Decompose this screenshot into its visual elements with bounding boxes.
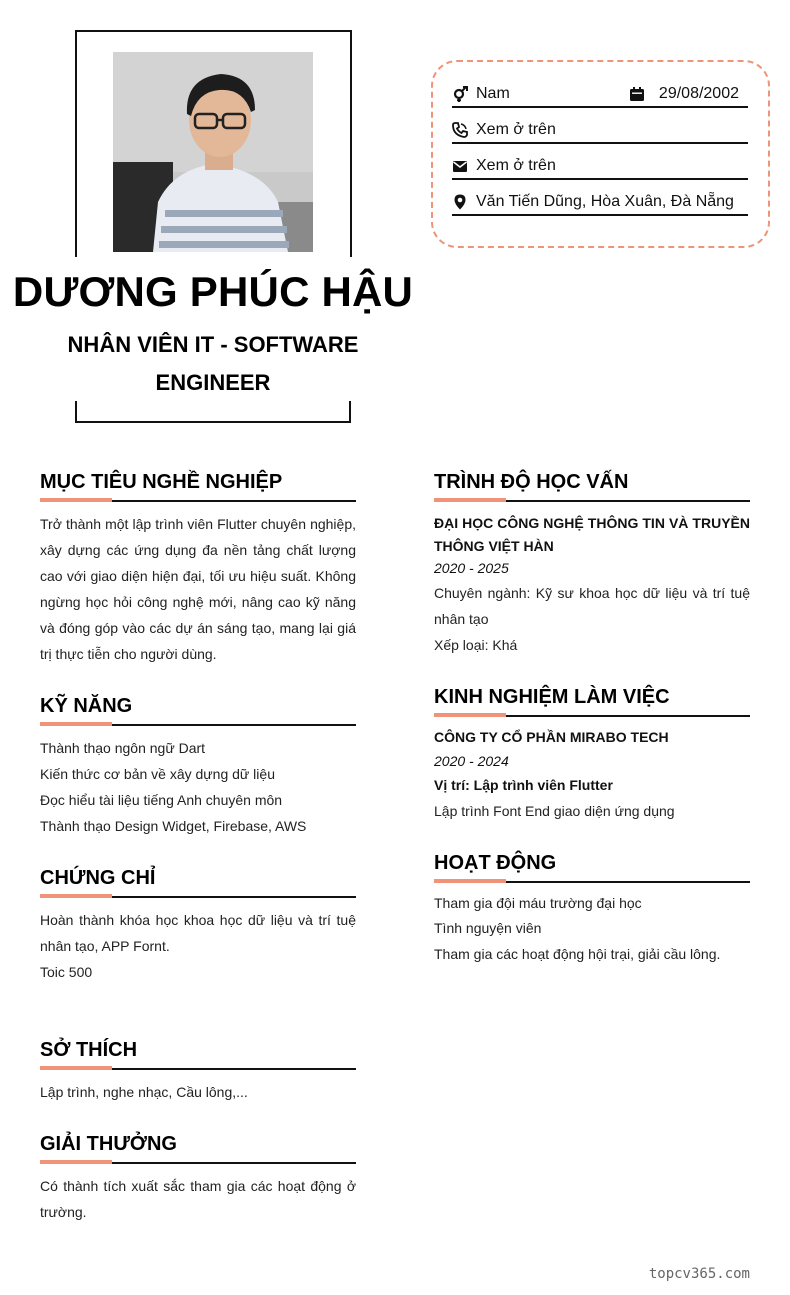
awards-title: GIẢI THƯỞNG — [40, 1133, 177, 1155]
activities-title: HOẠT ĐỘNG — [434, 852, 557, 874]
skill-item: Thành thạo Design Widget, Firebase, AWS — [40, 818, 307, 834]
profile-photo — [113, 52, 313, 252]
calendar-icon — [629, 86, 645, 102]
experience-period: 2020 - 2024 — [434, 753, 509, 769]
objective-title: MỤC TIÊU NGHỀ NGHIỆP — [40, 471, 283, 493]
hobbies-title: SỞ THÍCH — [40, 1039, 138, 1061]
education-period: 2020 - 2025 — [434, 560, 509, 576]
activity-item: Tham gia đội máu trường đại học — [434, 895, 642, 911]
certificates-rule-accent — [40, 894, 112, 898]
phone-icon — [452, 122, 468, 138]
gender-icon — [452, 86, 468, 102]
experience-position: Vị trí: Lập trình viên Flutter — [434, 777, 613, 793]
education-rule-accent — [434, 498, 506, 502]
skills-rule — [40, 724, 356, 726]
hobbies-rule — [40, 1068, 356, 1070]
phone-value[interactable]: Xem ở trên — [476, 121, 556, 138]
experience-rule — [434, 715, 750, 717]
awards-rule — [40, 1162, 356, 1164]
activity-item: Tình nguyện viên — [434, 920, 542, 936]
objective-text: Trở thành một lập trình viên Flutter chuyên nghiệp, xây dựng các ứng dụng đa nền tảng chất lượng cao với giao diện hiện đại, tối ưu hiệu suất. Không ngừng học hỏi công nghệ mới, nâng cao kỹ năng và đóng góp vào các dự án sáng tạo, mang lại giá trị thực tiễn cho người dùng. — [40, 516, 356, 662]
email-value[interactable]: Xem ở trên — [476, 157, 556, 174]
contact-row-email — [452, 154, 748, 180]
activities-rule-accent — [434, 879, 506, 883]
job-title-line-2: ENGINEER — [155, 370, 271, 395]
contact-row-address — [452, 190, 748, 216]
education-rule — [434, 500, 750, 502]
job-title-line-1: NHÂN VIÊN IT - SOFTWARE — [67, 332, 359, 357]
hobbies-text: Lập trình, nghe nhạc, Cầu lông,... — [40, 1084, 248, 1100]
skill-item: Kiến thức cơ bản về xây dựng dữ liệu — [40, 766, 275, 782]
awards-text: Có thành tích xuất sắc tham gia các hoạt động ở trường. — [40, 1178, 356, 1220]
photo-frame-bottom — [75, 401, 351, 423]
activities-rule — [434, 881, 750, 883]
address-value: Văn Tiến Dũng, Hòa Xuân, Đà Nẵng — [476, 193, 734, 210]
experience-description: Lập trình Font End giao diện ứng dụng — [434, 803, 675, 819]
certificates-text: Hoàn thành khóa học khoa học dữ liệu và trí tuệ nhân tạo, APP Fornt. — [40, 912, 356, 954]
experience-title: KINH NGHIỆM LÀM VIỆC — [434, 686, 670, 708]
contact-row-phone — [452, 118, 748, 144]
objective-rule — [40, 500, 356, 502]
job-title — [40, 326, 386, 402]
email-icon — [452, 158, 468, 174]
education-school: ĐẠI HỌC CÔNG NGHỆ THÔNG TIN VÀ TRUYỀN THÔNG VIỆT HÀN — [434, 515, 750, 554]
gender-value: Nam — [476, 85, 510, 102]
contact-row-gender-birthday — [452, 82, 748, 108]
objective-rule-accent — [40, 498, 112, 502]
education-grade: Xếp loại: Khá — [434, 637, 518, 653]
watermark: topcv365.com — [648, 1266, 750, 1282]
experience-company: CÔNG TY CỔ PHẦN MIRABO TECH — [434, 729, 669, 745]
experience-rule-accent — [434, 713, 506, 717]
awards-rule-accent — [40, 1160, 112, 1164]
skills-title: KỸ NĂNG — [40, 695, 133, 717]
activity-item: Tham gia các hoạt động hội trại, giải cầu lông. — [434, 946, 721, 962]
birthday-value: 29/08/2002 — [658, 85, 739, 102]
hobbies-rule-accent — [40, 1066, 112, 1070]
skill-item: Đọc hiểu tài liệu tiếng Anh chuyên môn — [40, 792, 283, 808]
certificates-rule — [40, 896, 356, 898]
certificates-title: CHỨNG CHỈ — [40, 867, 156, 889]
skill-item: Thành thạo ngôn ngữ Dart — [40, 740, 206, 756]
education-major: Chuyên ngành: Kỹ sư khoa học dữ liệu và trí tuệ nhân tạo — [434, 585, 750, 627]
certificates-extra: Toic 500 — [40, 964, 93, 980]
location-pin-icon — [452, 194, 468, 210]
education-title: TRÌNH ĐỘ HỌC VẤN — [434, 471, 629, 493]
skills-rule-accent — [40, 722, 112, 726]
full-name: DƯƠNG PHÚC HẬU — [12, 268, 414, 315]
